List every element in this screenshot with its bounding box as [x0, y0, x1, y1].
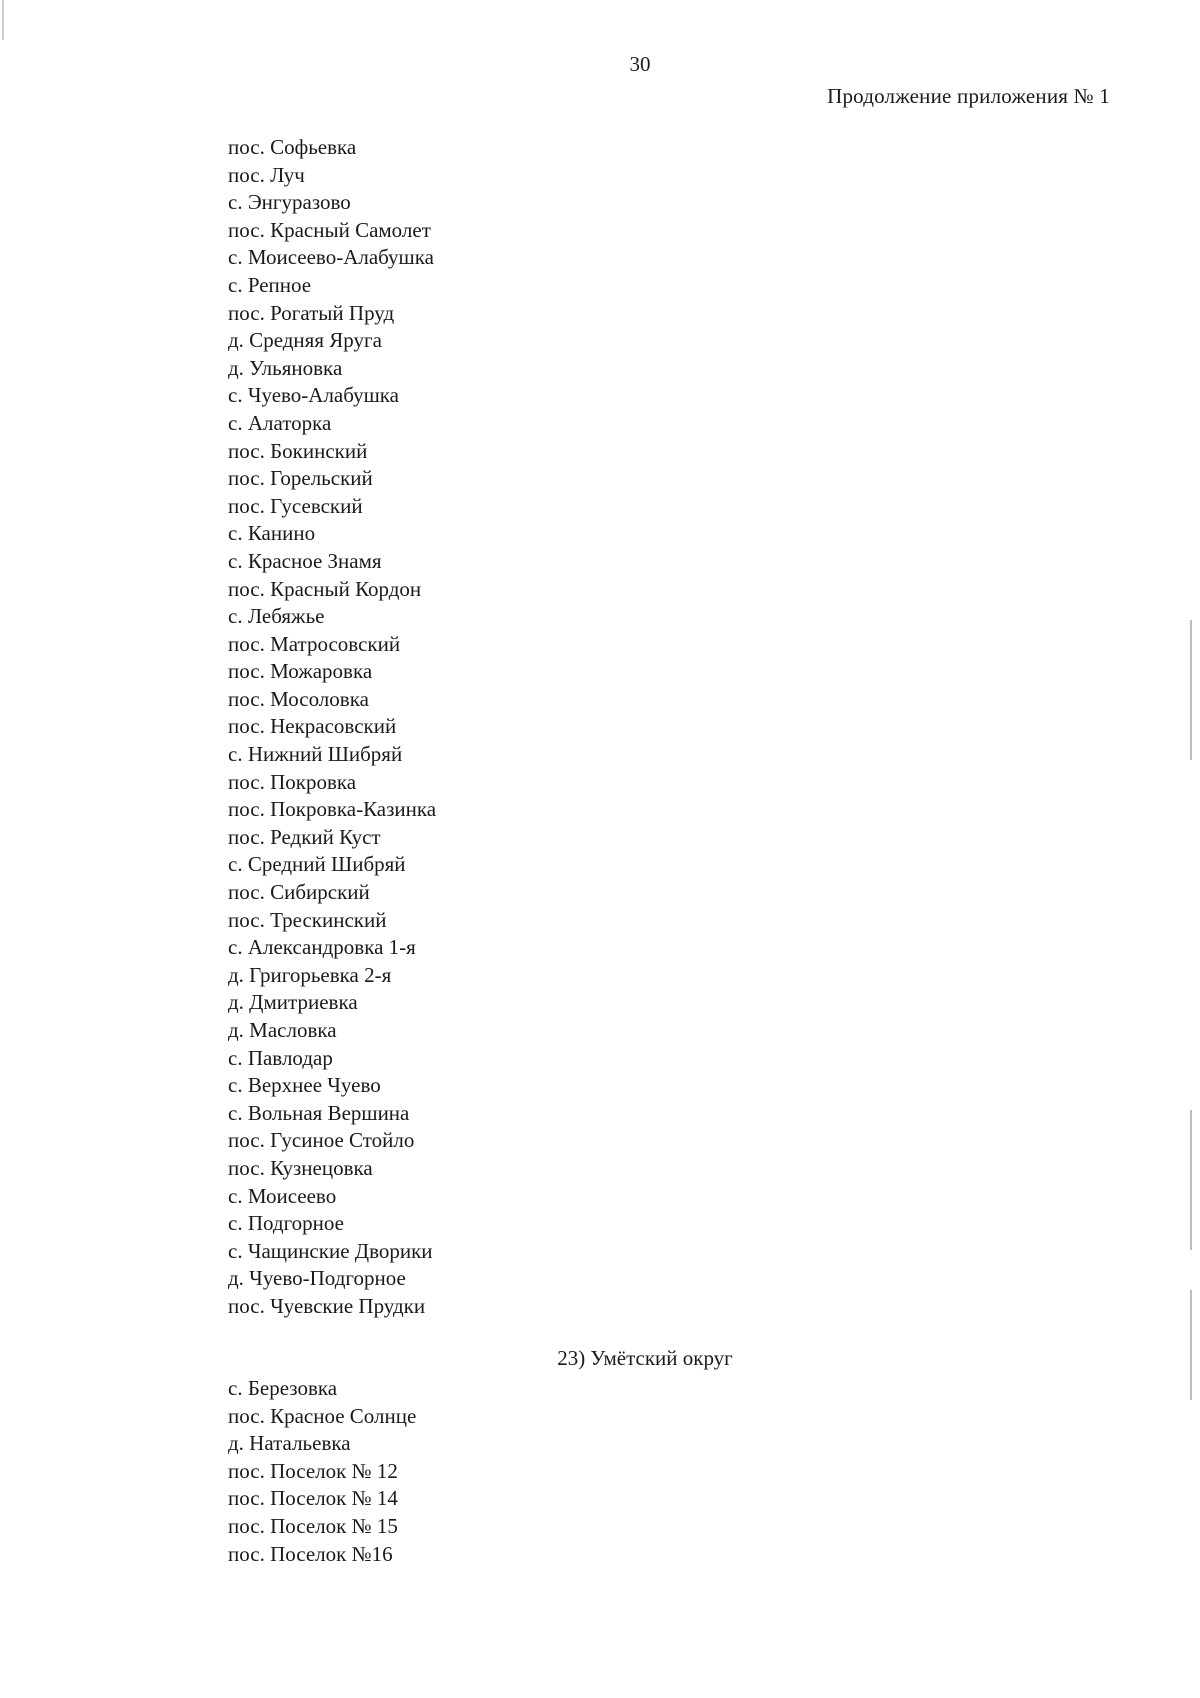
- list-item: пос. Покровка-Казинка: [228, 797, 437, 822]
- list-item: с. Лебяжье: [228, 604, 325, 629]
- list-item: пос. Мосоловка: [228, 686, 369, 711]
- list-item: д. Дмитриевка: [228, 990, 358, 1015]
- list-item: пос. Красный Самолет: [228, 217, 431, 242]
- list-item: пос. Поселок №16: [228, 1541, 393, 1566]
- list-item: д. Средняя Яруга: [228, 328, 382, 353]
- list-item: пос. Гусиное Стойло: [228, 1128, 415, 1153]
- list-item: с. Репное: [228, 272, 312, 297]
- district-heading: 23) Умётский округ: [557, 1346, 733, 1370]
- scan-edge-mark: [1190, 620, 1192, 760]
- list-item: с. Канино: [228, 521, 316, 546]
- list-item: пос. Рогатый Пруд: [228, 300, 395, 325]
- list-item: с. Павлодар: [228, 1045, 333, 1070]
- list-item: пос. Луч: [228, 162, 305, 187]
- list-item: пос. Гусевский: [228, 493, 363, 518]
- list-item: с. Нижний Шибряй: [228, 742, 403, 767]
- list-item: пос. Трескинский: [228, 907, 387, 932]
- list-item: с. Чуево-Алабушка: [228, 383, 400, 408]
- list-item: пос. Бокинский: [228, 438, 368, 463]
- list-item: с. Алаторка: [228, 410, 332, 435]
- settlement-list-district-23: [228, 1375, 416, 1568]
- list-item: пос. Чуевские Прудки: [228, 1293, 426, 1318]
- list-item: д. Чуево-Подгорное: [228, 1266, 406, 1291]
- list-item: пос. Покровка: [228, 769, 357, 794]
- list-item: пос. Кузнецовка: [228, 1155, 373, 1180]
- list-item: с. Моисеево-Алабушка: [228, 245, 434, 270]
- list-item: д. Масловка: [228, 1018, 337, 1042]
- list-item: с. Березовка: [228, 1376, 338, 1400]
- list-item: д. Григорьевка 2-я: [228, 962, 392, 987]
- scan-edge-mark: [1190, 1290, 1192, 1400]
- list-item: д. Ульяновка: [228, 355, 343, 380]
- list-item: пос. Красный Кордон: [228, 576, 422, 601]
- list-item: пос. Некрасовский: [228, 714, 397, 739]
- list-item: с. Моисеево: [228, 1183, 337, 1208]
- list-item: пос. Сибирский: [228, 880, 370, 905]
- appendix-continuation-label: Продолжение приложения № 1: [827, 84, 1110, 108]
- list-item: пос. Софьевка: [228, 135, 357, 159]
- list-item: с. Энгуразово: [228, 190, 351, 215]
- list-item: с. Средний Шибряй: [228, 852, 406, 877]
- settlement-list-continued: [228, 134, 436, 1321]
- list-item: с. Подгорное: [228, 1211, 344, 1236]
- list-item: пос. Поселок № 15: [228, 1513, 398, 1538]
- list-item: пос. Можаровка: [228, 659, 373, 684]
- scan-edge-mark: [2, 0, 4, 40]
- list-item: д. Натальевка: [228, 1431, 351, 1456]
- list-item: пос. Красное Солнце: [228, 1403, 417, 1428]
- list-item: с. Чащинские Дворики: [228, 1238, 433, 1263]
- scan-edge-mark: [1190, 1110, 1192, 1250]
- list-item: пос. Горельский: [228, 466, 373, 491]
- list-item: с. Верхнее Чуево: [228, 1073, 381, 1098]
- list-item: пос. Поселок № 12: [228, 1458, 398, 1483]
- list-item: с. Вольная Вершина: [228, 1100, 410, 1125]
- list-item: пос. Редкий Куст: [228, 824, 381, 849]
- list-item: с. Красное Знамя: [228, 548, 382, 573]
- page-number: 30: [629, 52, 651, 76]
- list-item: с. Александровка 1-я: [228, 935, 416, 960]
- list-item: пос. Матросовский: [228, 631, 401, 656]
- list-item: пос. Поселок № 14: [228, 1486, 398, 1511]
